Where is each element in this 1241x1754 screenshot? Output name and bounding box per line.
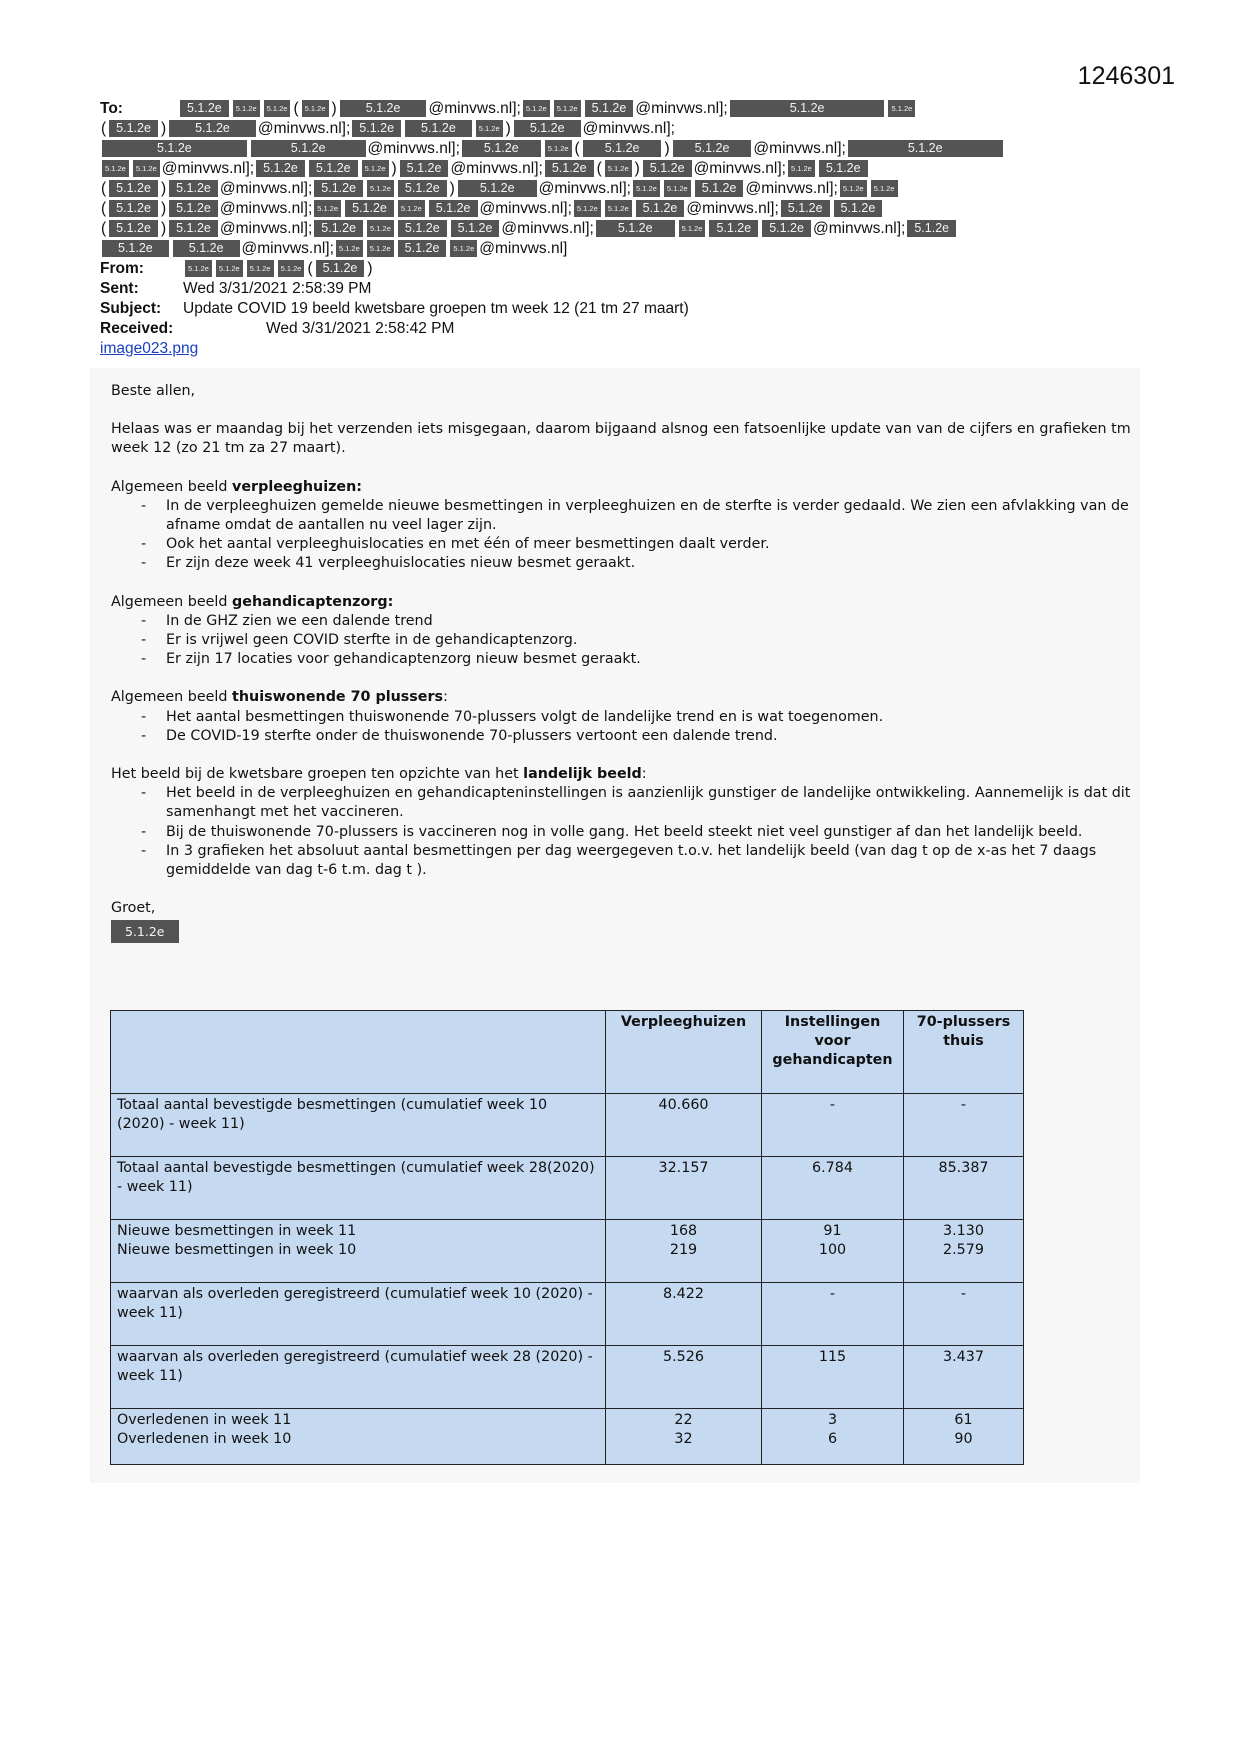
redaction: 5.1.2e: [848, 140, 1003, 157]
redaction: 5.1.2e: [545, 140, 572, 157]
from-line: From: 5.1.2e 5.1.2e 5.1.2e 5.1.2e ( 5.1.2e ): [100, 260, 373, 277]
recipient-domain: @minvws.nl];: [538, 180, 631, 197]
redaction: 5.1.2e: [871, 180, 898, 197]
redaction: 5.1.2e: [102, 160, 129, 177]
redaction: 5.1.2e: [583, 140, 662, 157]
recipient-domain: @minvws.nl]: [479, 240, 568, 257]
redaction: 5.1.2e: [251, 140, 366, 157]
cell-70-plussers: 85.387: [904, 1157, 1024, 1220]
redaction: 5.1.2e: [256, 160, 305, 177]
redaction: 5.1.2e: [523, 100, 550, 117]
cell-70-plussers: -: [904, 1283, 1024, 1346]
closing: Groet,: [111, 900, 156, 917]
list-item: - In de verpleeghuizen gemelde nieuwe besmettingen in verpleeghuizen en de sterfte is verder gedaald. We zien een afvlakking van de afname omdat de aantallen nu veel lager zijn.: [141, 497, 1131, 535]
section-70-plussers: [111, 688, 1131, 746]
list-item: - Er zijn 17 locaties voor gehandicaptenzorg nieuw besmet geraakt.: [141, 650, 1131, 669]
section-heading: Algemeen beeld verpleeghuizen:: [111, 478, 363, 495]
redaction: 5.1.2e: [169, 220, 218, 237]
redaction: 5.1.2e: [398, 200, 425, 217]
recipient-domain: @minvws.nl];: [501, 220, 594, 237]
redaction: 5.1.2e: [336, 240, 363, 257]
cell-verpleeghuizen: 32.157: [606, 1157, 762, 1220]
redaction: 5.1.2e: [109, 180, 158, 197]
redaction: 5.1.2e: [367, 180, 394, 197]
recipient-line: 5.1.2e 5.1.2e @minvws.nl]; 5.1.2e 5.1.2e ( 5.1.2e ) 5.1.2e @minvws.nl]; 5.1.2e: [100, 139, 1005, 159]
redaction: 5.1.2e: [278, 260, 305, 277]
attachment-line: [100, 339, 1150, 359]
bullet-list: [111, 497, 1131, 574]
recipient-domain: @minvws.nl];: [219, 220, 313, 237]
recipient-domain: @minvws.nl];: [582, 120, 675, 137]
section-gehandicaptenzorg: [111, 593, 1131, 670]
recipient-domain: @minvws.nl];: [812, 220, 906, 237]
recipient-domain: @minvws.nl];: [753, 140, 846, 157]
recipient-domain: @minvws.nl];: [450, 160, 543, 177]
subject-label: Subject:: [100, 300, 162, 317]
section-heading: Algemeen beeld gehandicaptenzorg:: [111, 593, 394, 610]
bullet-list: [111, 612, 1131, 670]
section-landelijk-beeld: [111, 765, 1131, 880]
recipient-domain: @minvws.nl];: [161, 160, 255, 177]
redaction: 5.1.2e: [664, 180, 691, 197]
cell-70-plussers: 61 90: [904, 1409, 1024, 1465]
recipient-domain: @minvws.nl];: [257, 120, 351, 137]
redaction: 5.1.2e: [462, 140, 541, 157]
redaction: 5.1.2e: [316, 260, 365, 277]
recipient-domain: @minvws.nl];: [479, 200, 572, 217]
redaction: 5.1.2e: [907, 220, 956, 237]
redaction: 5.1.2e: [340, 100, 427, 117]
recipient-line: ( 5.1.2e ) 5.1.2e @minvws.nl]; 5.1.2e 5.1.2e 5.1.2e 5.1.2e @minvws.nl]; 5.1.2e 5.1.2e 5.1.2e 5.1.2e @minvws.nl]; 5.1.2e: [100, 219, 958, 239]
recipient-line: ( 5.1.2e ) 5.1.2e @minvws.nl]; 5.1.2e 5.1.2e 5.1.2e 5.1.2e @minvws.nl]; 5.1.2e 5.1.2e 5.1.2e @minvws.nl]; 5.1.2e 5.1.2e: [100, 199, 884, 219]
table-row: [111, 1094, 1024, 1157]
recipient-domain: @minvws.nl];: [635, 100, 728, 117]
section-heading: Algemeen beeld thuiswonende 70 plussers:: [111, 689, 448, 706]
message-body: [111, 382, 1131, 943]
table-row: [111, 1220, 1024, 1283]
recipient-line: ( 5.1.2e ) 5.1.2e @minvws.nl]; 5.1.2e 5.1.2e 5.1.2e ) 5.1.2e @minvws.nl]; 5.1.2e 5.1.2e 5.1.2e @minvws.nl]; 5.1.2e 5.1.2e: [100, 179, 900, 199]
to-label: To:: [100, 100, 123, 117]
cell-verpleeghuizen: 22 32: [606, 1409, 762, 1465]
redaction: 5.1.2e: [264, 100, 291, 117]
cell-70-plussers: 3.437: [904, 1346, 1024, 1409]
redaction: 5.1.2e: [352, 120, 401, 137]
redaction: 5.1.2e: [302, 100, 329, 117]
received-label: Received:: [100, 320, 174, 337]
redaction: 5.1.2e: [574, 200, 601, 217]
sent-label: Sent:: [100, 280, 139, 297]
redaction: 5.1.2e: [458, 180, 537, 197]
redaction: 5.1.2e: [405, 120, 472, 137]
redaction: 5.1.2e: [636, 200, 685, 217]
cell-verpleeghuizen: 40.660: [606, 1094, 762, 1157]
list-item: - In 3 grafieken het absoluut aantal besmettingen per dag weergegeven t.o.v. het landelijk beeld (van dag t op de x-as het 7 daags gemiddelde van dag t-6 t.m. dag t ).: [141, 842, 1131, 880]
redaction: 5.1.2e: [169, 200, 218, 217]
list-item: - De COVID-19 sterfte onder de thuiswonende 70-plussers vertoont een dalende trend.: [141, 727, 1131, 746]
redaction: 5.1.2e: [400, 160, 449, 177]
document-number: 1246301: [1077, 62, 1175, 90]
section-heading: Het beeld bij de kwetsbare groepen ten opzichte van het landelijk beeld:: [111, 766, 647, 783]
recipient-domain: @minvws.nl];: [219, 200, 313, 217]
redaction: 5.1.2e: [605, 200, 632, 217]
redaction: 5.1.2e: [309, 160, 358, 177]
redaction: 5.1.2e: [554, 100, 581, 117]
list-item: - Het beeld in de verpleeghuizen en gehandicapteninstellingen is aanzienlijk gunstiger de landelijke ontwikkeling. Aannemelijk is dat dit samenhangt met het vaccineren.: [141, 784, 1131, 822]
bullet-list: [111, 784, 1131, 880]
recipient-domain: @minvws.nl];: [219, 180, 313, 197]
redaction: 5.1.2e: [709, 220, 758, 237]
redaction: 5.1.2e: [109, 120, 158, 137]
header-cell-empty: [111, 1011, 606, 1094]
header-cell: Verpleeghuizen: [606, 1011, 762, 1094]
intro-paragraph: Helaas was er maandag bij het verzenden iets misgegaan, daarom bijgaand alsnog een fatsoenlijke update van van de cijfers en grafieken tm week 12 (zo 21 tm za 27 maart).: [111, 421, 1131, 457]
redaction: 5.1.2e: [367, 240, 394, 257]
recipient-domain: @minvws.nl];: [686, 200, 779, 217]
recipient-line: [100, 239, 567, 259]
redaction: 5.1.2e: [109, 220, 158, 237]
redaction: 5.1.2e: [247, 260, 274, 277]
recipient-line: To: 5.1.2e 5.1.2e 5.1.2e ( 5.1.2e ) 5.1.2e @minvws.nl]; 5.1.2e 5.1.2e 5.1.2e @minvws.nl]; 5.1.2e 5.1.2e: [100, 99, 917, 119]
list-item: - In de GHZ zien we een dalende trend: [141, 612, 1131, 631]
recipient-domain: @minvws.nl];: [693, 160, 786, 177]
header-cell: 70-plussers thuis: [904, 1011, 1024, 1094]
redaction: 5.1.2e: [314, 220, 363, 237]
row-label: waarvan als overleden geregistreerd (cumulatief week 28 (2020) - week 11): [111, 1346, 606, 1409]
redaction: 5.1.2e: [185, 260, 212, 277]
email-header: [100, 99, 1150, 359]
row-label: Nieuwe besmettingen in week 11 Nieuwe besmettingen in week 10: [111, 1220, 606, 1283]
redaction: 5.1.2e: [673, 140, 752, 157]
redaction: 5.1.2e: [545, 160, 594, 177]
redaction: 5.1.2e: [173, 240, 240, 257]
greeting: Beste allen,: [111, 383, 196, 399]
redaction: 5.1.2e: [314, 200, 341, 217]
recipients-block: [100, 99, 1150, 259]
recipient-domain: @minvws.nl];: [367, 140, 460, 157]
redaction: 5.1.2e: [398, 220, 447, 237]
redaction: 5.1.2e: [596, 220, 675, 237]
redaction: 5.1.2e: [169, 180, 218, 197]
table-row: [111, 1283, 1024, 1346]
recipient-line: 5.1.2e 5.1.2e @minvws.nl]; 5.1.2e 5.1.2e 5.1.2e ) 5.1.2e @minvws.nl]; 5.1.2e ( 5.1.2e ) 5.1.2e @minvws.nl]; 5.1.2e 5.1.2e: [100, 159, 870, 179]
redaction: 5.1.2e: [102, 240, 169, 257]
redaction: 5.1.2e: [169, 120, 256, 137]
subject-value: Update COVID 19 beeld kwetsbare groepen tm week 12 (21 tm 27 maart): [183, 300, 689, 317]
header-cell: Instellingen voor gehandicapten: [762, 1011, 904, 1094]
received-value: Wed 3/31/2021 2:58:42 PM: [266, 320, 455, 337]
row-label: Overledenen in week 11 Overledenen in week 10: [111, 1409, 606, 1465]
recipient-domain: @minvws.nl];: [428, 100, 521, 117]
sent-value: Wed 3/31/2021 2:58:39 PM: [183, 280, 372, 297]
redaction: 5.1.2e: [781, 200, 830, 217]
cell-70-plussers: 3.130 2.579: [904, 1220, 1024, 1283]
redaction: 5.1.2e: [216, 260, 243, 277]
signature-redaction: 5.1.2e: [111, 920, 179, 943]
cell-gehandicapten: 6.784: [762, 1157, 904, 1220]
from-label: From:: [100, 260, 144, 277]
redaction: 5.1.2e: [429, 200, 478, 217]
redaction: 5.1.2e: [398, 240, 447, 257]
redaction: 5.1.2e: [362, 160, 389, 177]
cell-70-plussers: -: [904, 1094, 1024, 1157]
redaction: 5.1.2e: [233, 100, 260, 117]
list-item: - Er zijn deze week 41 verpleeghuislocaties nieuw besmet geraakt.: [141, 554, 1131, 573]
cell-gehandicapten: -: [762, 1283, 904, 1346]
redaction: 5.1.2e: [695, 180, 744, 197]
list-item: - Bij de thuiswonende 70-plussers is vaccineren nog in volle gang. Het beeld steekt niet veel gunstiger af dan het landelijk beeld.: [141, 823, 1131, 842]
list-item: - Er is vrijwel geen COVID sterfte in de gehandicaptenzorg.: [141, 631, 1131, 650]
redaction: 5.1.2e: [450, 240, 477, 257]
redaction: 5.1.2e: [102, 140, 247, 157]
redaction: 5.1.2e: [476, 120, 503, 137]
cell-gehandicapten: 3 6: [762, 1409, 904, 1465]
redaction: 5.1.2e: [180, 100, 229, 117]
cell-gehandicapten: 91 100: [762, 1220, 904, 1283]
redaction: 5.1.2e: [888, 100, 915, 117]
cell-verpleeghuizen: 5.526: [606, 1346, 762, 1409]
redaction: 5.1.2e: [633, 180, 660, 197]
signature: [111, 899, 1131, 943]
table-row: [111, 1157, 1024, 1220]
subject-line: [100, 299, 1150, 319]
redaction: 5.1.2e: [514, 120, 581, 137]
redaction: 5.1.2e: [345, 200, 394, 217]
cell-verpleeghuizen: 168 219: [606, 1220, 762, 1283]
redaction: 5.1.2e: [133, 160, 160, 177]
cell-gehandicapten: 115: [762, 1346, 904, 1409]
redaction: 5.1.2e: [314, 180, 363, 197]
redaction: 5.1.2e: [788, 160, 815, 177]
cell-verpleeghuizen: 8.422: [606, 1283, 762, 1346]
section-verpleeghuizen: [111, 478, 1131, 574]
row-label: Totaal aantal bevestigde besmettingen (cumulatief week 10 (2020) - week 11): [111, 1094, 606, 1157]
redaction: 5.1.2e: [109, 200, 158, 217]
redaction: 5.1.2e: [451, 220, 500, 237]
recipient-domain: @minvws.nl];: [241, 240, 334, 257]
redaction: 5.1.2e: [398, 180, 447, 197]
statistics-table: [110, 1010, 1024, 1465]
sent-line: [100, 279, 1150, 299]
redaction: 5.1.2e: [762, 220, 811, 237]
row-label: Totaal aantal bevestigde besmettingen (cumulatief week 28(2020) - week 11): [111, 1157, 606, 1220]
list-item: - Het aantal besmettingen thuiswonende 70-plussers volgt de landelijke trend en is wat toegenomen.: [141, 708, 1131, 727]
bullet-list: [111, 708, 1131, 746]
table-row: [111, 1409, 1024, 1465]
recipient-domain: @minvws.nl];: [745, 180, 838, 197]
redaction: 5.1.2e: [367, 220, 394, 237]
redaction: 5.1.2e: [819, 160, 868, 177]
table-header-row: [111, 1011, 1024, 1094]
cell-gehandicapten: -: [762, 1094, 904, 1157]
received-line: [100, 319, 1150, 339]
redaction: 5.1.2e: [730, 100, 885, 117]
redaction: 5.1.2e: [605, 160, 632, 177]
list-item: - Ook het aantal verpleeghuislocaties en met één of meer besmettingen daalt verder.: [141, 535, 1131, 554]
row-label: waarvan als overleden geregistreerd (cumulatief week 10 (2020) - week 11): [111, 1283, 606, 1346]
redaction: 5.1.2e: [643, 160, 692, 177]
recipient-line: ( 5.1.2e ) 5.1.2e @minvws.nl]; 5.1.2e 5.1.2e 5.1.2e ) 5.1.2e @minvws.nl];: [101, 120, 675, 137]
table-row: [111, 1346, 1024, 1409]
redaction: 5.1.2e: [679, 220, 706, 237]
attachment-link[interactable]: image023.png: [100, 340, 199, 357]
redaction: 5.1.2e: [585, 100, 634, 117]
redaction: 5.1.2e: [834, 200, 883, 217]
redaction: 5.1.2e: [840, 180, 867, 197]
